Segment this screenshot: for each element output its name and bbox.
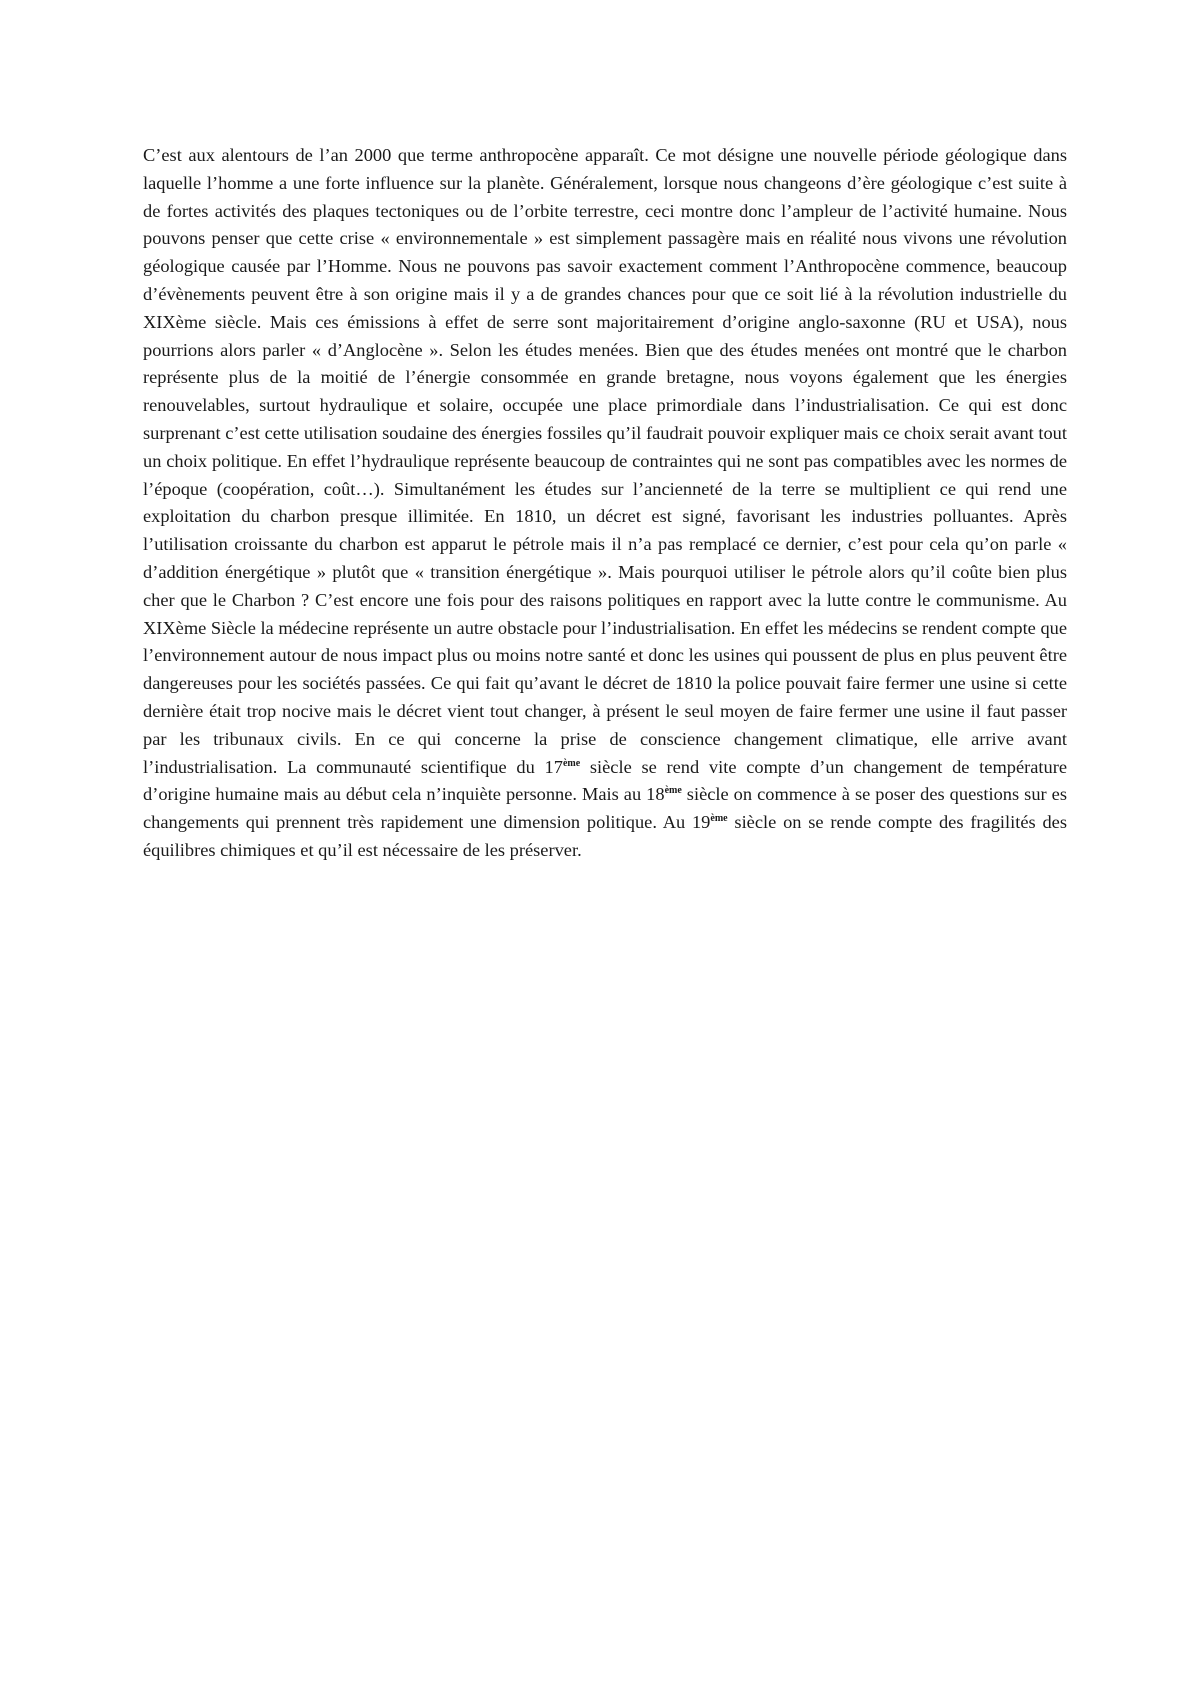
paragraph-text-part-4: siècle on se rende compte des fragilités des équilibres chimiques et qu’il est nécessaire de les préserver. xyxy=(143,812,1067,860)
body-paragraph xyxy=(143,142,1067,865)
paragraph-text-part-3: siècle on commence à se poser des questions sur es changements qui prennent très rapidement une dimension politique. Au 19 xyxy=(143,784,1067,833)
paragraph-text-part-1: C’est aux alentours de l’an 2000 que terme anthropocène apparaît. Ce mot désigne une nouvelle période géologique dans laquelle l’homme a une forte influence sur la planète. Généralement, lorsque nous changeons d’ère géologique c’est suite à de fortes activités des plaques tectoniques ou de l’orbite terrestre, ceci montre donc l’ampleur de l’activité humaine. Nous pouvons penser que cette crise « environnementale » est simplement passagère mais en réalité nous vivons une révolution géologique causée par l’Homme. Nous ne pouvons pas savoir exactement comment l’Anthropocène commence, beaucoup d’évènements peuvent être à son origine mais il y a de grandes chances pour que ce soit lié à la révolution industrielle du XIXème siècle. Mais ces émissions à effet de serre sont majoritairement d’origine anglo-saxonne (RU et USA), nous pourrions alors parler « d’Anglocène ». Selon les études menées. Bien que des études menées ont montré que le charbon représente plus de la moitié de l’énergie consommée en grande bretagne, nous voyons également que les énergies renouvelables, surtout hydraulique et solaire, occupée une place primordiale dans l’industrialisation. Ce qui est donc surprenant c’est cette utilisation soudaine des énergies fossiles qu’il faudrait pouvoir expliquer mais ce choix serait avant tout un choix politique. En effet l’hydraulique représente beaucoup de contraintes qui ne sont pas compatibles avec les normes de l’époque (coopération, coût…). Simultanément les études sur l’ancienneté de la terre se multiplient ce qui rend une exploitation du charbon presque illimitée. En 1810, un décret est signé, favorisant les industries polluantes. Après l’utilisation croissante du charbon est apparut le pétrole mais il n’a pas remplacé ce dernier, c’est pour cela qu’on parle « d’addition énergétique » plutôt que « transition énergétique ». Mais pourquoi utiliser le pétrole alors qu’il coûte bien plus cher que le Charbon ? C’est encore une fois pour des raisons politiques en rapport avec la lutte contre le communisme. Au XIXème Siècle la médecine représente un autre obstacle pour l’industrialisation. En effet les médecins se rendent compte que l’environnement autour de nous impact plus ou moins notre santé et donc les usines qui poussent de plus en plus peuvent être dangereuses pour les sociétés passées. Ce qui fait qu’avant le décret de 1810 la police pouvait faire fermer une usine si cette dernière était trop nocive mais le décret vient tout changer, à présent le seul moyen de faire fermer une usine il faut passer par les tribunaux civils. En ce qui concerne la prise de conscience changement climatique, elle arrive avant l’industrialisation. La communauté scientifique du 17 xyxy=(143,145,1067,777)
superscript-2: ème xyxy=(664,785,682,797)
paragraph-text-part-2: siècle se rend vite compte d’un changement de température d’origine humaine mais au début cela n’inquiète personne. Mais au 18 xyxy=(143,756,1067,805)
superscript-1: ème xyxy=(562,757,581,769)
superscript-3: ème xyxy=(710,813,728,825)
